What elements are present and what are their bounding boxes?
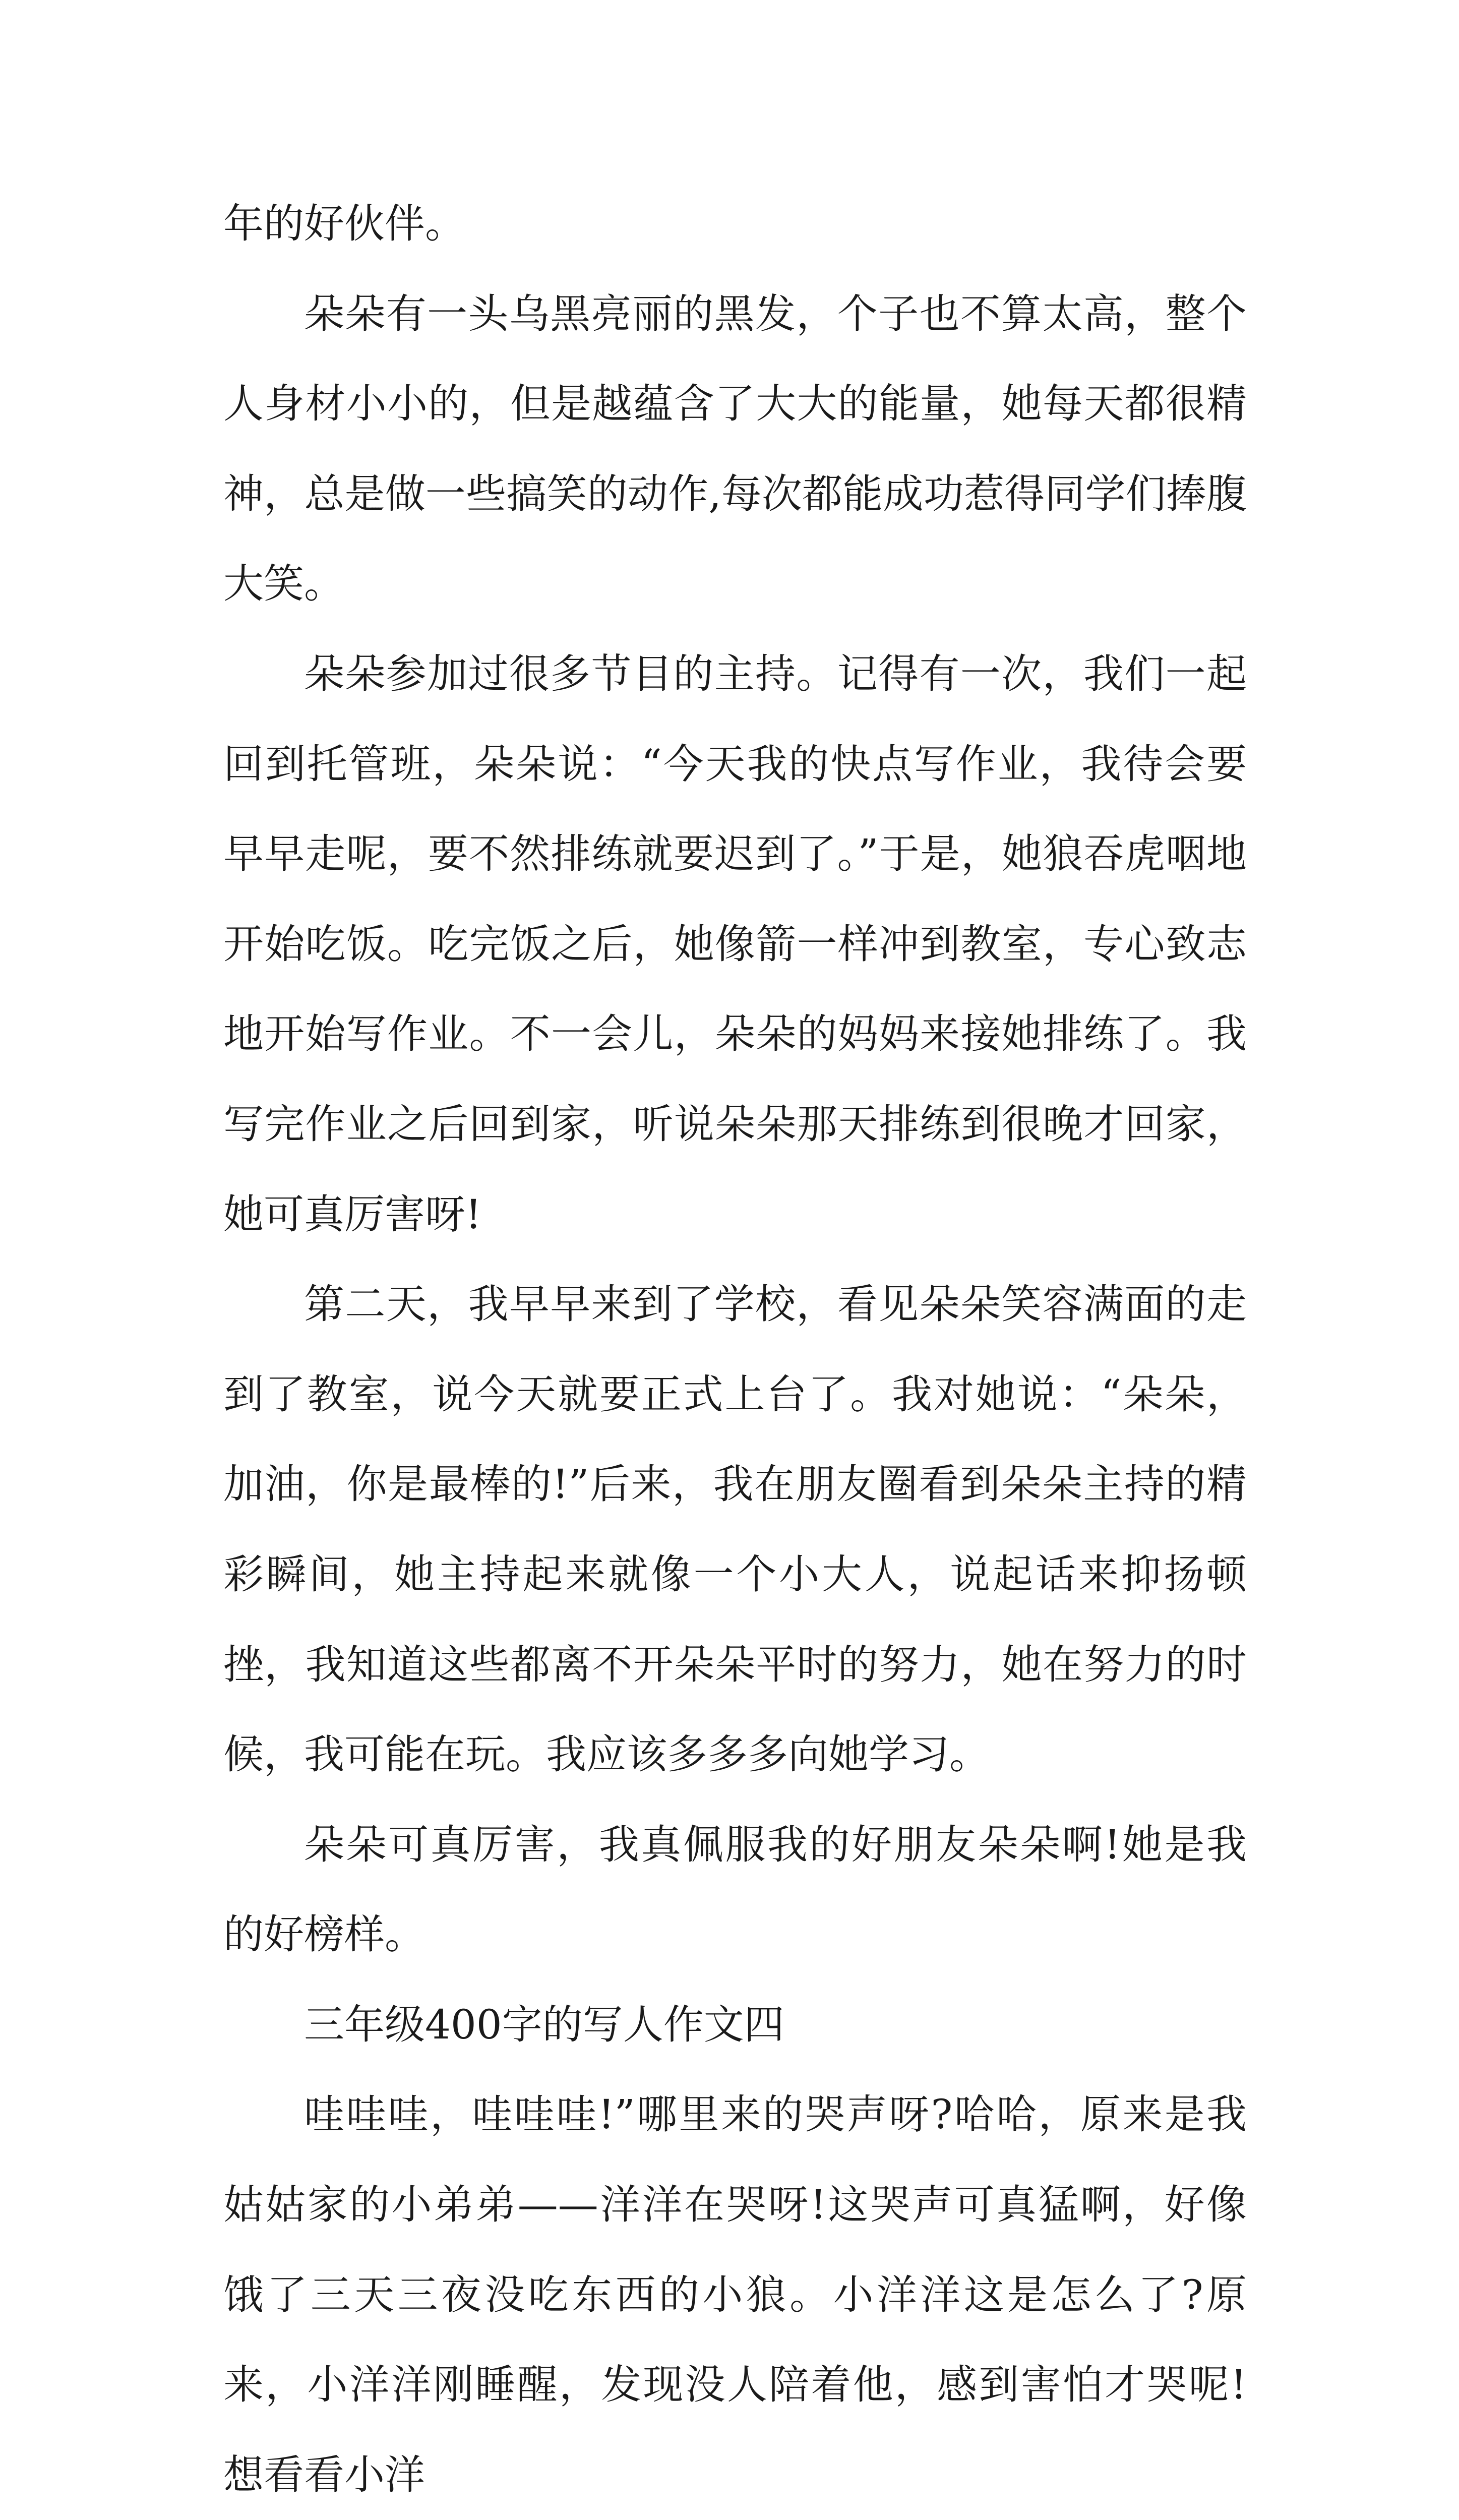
paragraph-2: 朵朵有一头乌黑亮丽的黑发，个子也不算太高，整个人身材小小的，但是越蕴含了大大的能量，她每天都很精神，总是做一些搞笑的动作,每次都能成功惹得同学们捧腹大笑。 bbox=[223, 290, 1247, 608]
paragraph-5: 朵朵可真厉害，我真佩服我的好朋友朵朵啊!她是我的好榜样。 bbox=[223, 1821, 1247, 1958]
document-body bbox=[223, 179, 1247, 2520]
section-heading: 三年级400字的写人作文四 bbox=[304, 2001, 784, 2048]
paragraph-3: 朵朵参加过很多节目的主持。记得有一次，我们一起回到托管班，朵朵说：“今天我的快点写作业，我待会要早早走呢，要不然排练就要迟到了。”于是，她狼吞虎咽地开始吃饭。吃完饭之后，她像箭一样冲到教室，专心致志地开始写作业。不一会儿，朵朵的妈妈来接她排练了。我写完作业之后回到家，听说朵朵那天排练到很晚才回家，她可真厉害呀! bbox=[223, 650, 1247, 1238]
paragraph-6: 哇哇哇，哇哇哇!”哪里来的哭声呀?哈哈，原来是我姑姑家的小弟弟——洋洋在哭呀!这哭声可真猛啊，好像饿了三天三夜没吃东西的小狼。小洋洋这是怎么了?原来，小洋洋刚睡醒，发现没人陪着他，感到害怕才哭呢!想看看小洋 bbox=[223, 2091, 1247, 2498]
paragraph-1: 年的好伙伴。 bbox=[223, 200, 465, 247]
paragraph-4: 第二天，我早早来到了学校，看见朵朵笑容满面的走到了教室，说今天就要正式上台了。我对她说：“朵朵，加油，你是最棒的!”后来，我在朋友圈看到朵朵主持的精彩瞬间，她主持起来就像一个小大人，说起话来抑扬顿挫，我知道这些都离不开朵朵平时的努力，她在努力的时候，我可能在玩。我应该多多多向她学习。 bbox=[223, 1281, 1247, 1778]
